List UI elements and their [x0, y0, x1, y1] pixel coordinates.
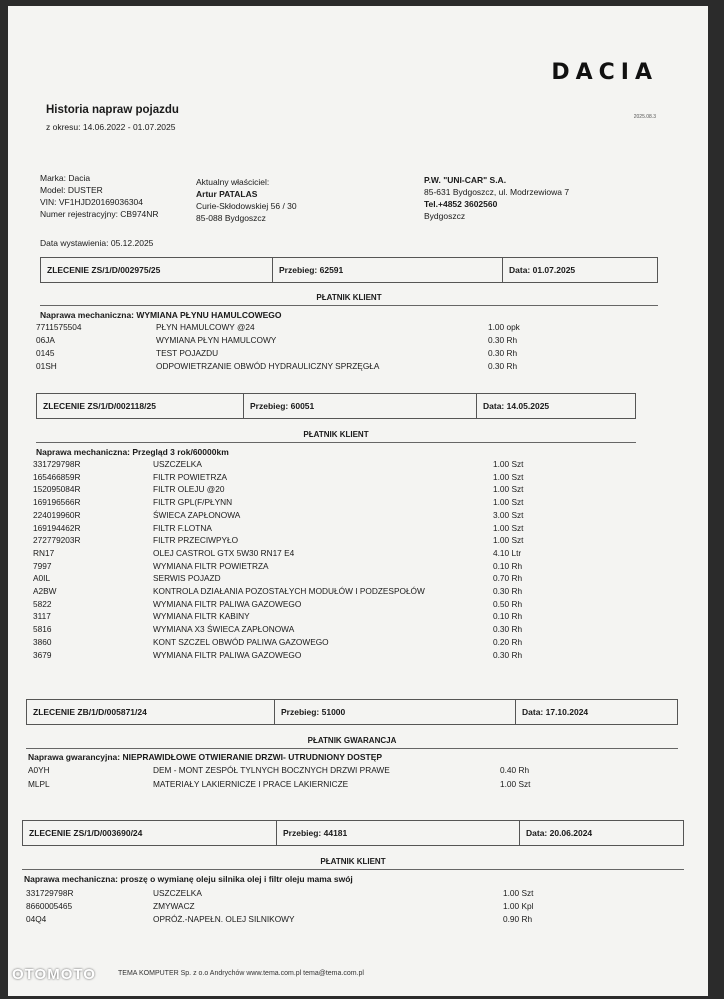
order-mileage: Przebieg: 60051 — [243, 394, 476, 418]
order-date: Data: 01.07.2025 — [502, 258, 657, 282]
line-code: A0IL — [33, 573, 51, 584]
line-description: PŁYN HAMULCOWY @24 — [156, 322, 255, 332]
document-period: z okresu: 14.06.2022 - 01.07.2025 — [46, 122, 176, 132]
line-code: 3679 — [33, 649, 52, 660]
order-date: Data: 14.05.2025 — [476, 394, 635, 418]
line-description: WYMIANA FILTR PALIWA GAZOWEGO — [153, 598, 302, 609]
line-code: 169194462R — [33, 522, 81, 533]
order-number: ZLECENIE ZS/1/D/002975/25 — [47, 265, 161, 275]
order-payer: PŁATNIK KLIENT — [303, 430, 369, 439]
list-item — [8, 335, 698, 348]
line-quantity: 0.30 Rh — [488, 348, 518, 358]
dealer-city: Bydgoszcz — [424, 211, 466, 221]
issue-date: Data wystawienia: 05.12.2025 — [40, 238, 154, 248]
line-description: FILTR F.LOTNA — [153, 522, 212, 533]
list-item — [8, 484, 698, 497]
order-payer: PŁATNIK KLIENT — [316, 293, 382, 302]
vehicle-info — [40, 172, 159, 220]
line-description: WYMIANA FILTR PALIWA GAZOWEGO — [153, 649, 302, 660]
line-description: ODPOWIETRZANIE OBWÓD HYDRAULICZNY SPRZĘGŁA — [156, 361, 380, 371]
order-number: ZLECENIE ZS/1/D/002118/25 — [43, 401, 156, 411]
line-description: MATERIAŁY LAKIERNICZE I PRACE LAKIERNICZE — [153, 778, 349, 789]
line-code: 7711575504 — [36, 322, 82, 332]
list-item — [8, 765, 698, 778]
line-code: 7997 — [33, 560, 52, 571]
line-quantity: 1.00 Szt — [493, 522, 524, 533]
order-mileage: Przebieg: 62591 — [272, 258, 502, 282]
order-number: ZLECENIE ZS/1/D/003690/24 — [29, 828, 143, 838]
line-quantity: 0.40 Rh — [500, 765, 530, 775]
vehicle-make: Marka: Dacia — [40, 173, 91, 183]
line-code: 5816 — [33, 624, 52, 635]
line-quantity: 1.00 Szt — [493, 535, 524, 546]
list-item — [8, 472, 698, 485]
line-code: 01SH — [36, 361, 57, 371]
list-item — [8, 779, 698, 792]
line-description: ŚWIECA ZAPŁONOWA — [153, 509, 241, 520]
line-code: 3860 — [33, 636, 52, 647]
list-item — [8, 561, 698, 574]
order-date: Data: 17.10.2024 — [515, 700, 677, 724]
line-code: RN17 — [33, 547, 55, 558]
order-mileage: Przebieg: 44181 — [276, 821, 519, 845]
order-header — [40, 257, 658, 283]
line-quantity: 1.00 Szt — [493, 484, 524, 495]
line-quantity: 0.30 Rh — [493, 624, 523, 635]
list-item — [8, 586, 698, 599]
line-quantity: 0.10 Rh — [493, 611, 523, 622]
list-item — [8, 348, 698, 361]
repair-title: Naprawa mechaniczna: proszę o wymianę oleju silnika olej i filtr oleju mama swój — [24, 874, 353, 884]
divider — [26, 748, 678, 749]
line-quantity: 0.30 Rh — [488, 335, 518, 345]
list-item — [8, 497, 698, 510]
list-item — [8, 914, 698, 927]
list-item — [8, 573, 698, 586]
dealer-name: P.W. "UNI-CAR" S.A. — [424, 175, 507, 185]
vehicle-registration: Numer rejestracyjny: CB974NR — [40, 209, 159, 219]
dealer-info — [424, 174, 569, 222]
watermark: OTOMOTO — [12, 966, 96, 983]
line-quantity: 0.30 Rh — [488, 361, 518, 371]
line-code: 8660005465 — [26, 901, 73, 911]
order-header — [22, 820, 684, 846]
list-item — [8, 535, 698, 548]
order-number: ZLECENIE ZB/1/D/005871/24 — [33, 707, 147, 717]
order-header — [26, 699, 678, 725]
divider — [36, 442, 636, 443]
order-mileage: Przebieg: 51000 — [274, 700, 515, 724]
line-description: WYMIANA FILTR KABINY — [153, 611, 250, 622]
line-description: WYMIANA FILTR POWIETRZA — [153, 560, 269, 571]
line-code: 0145 — [36, 348, 55, 358]
owner-street: Curie-Skłodowskiej 56 / 30 — [196, 201, 297, 211]
list-item — [8, 888, 698, 901]
line-quantity: 0.90 Rh — [503, 914, 533, 924]
list-item — [8, 624, 698, 637]
line-quantity: 3.00 Szt — [493, 509, 524, 520]
line-quantity: 1.00 Szt — [503, 888, 534, 898]
divider — [22, 869, 684, 870]
line-quantity: 0.30 Rh — [493, 586, 523, 596]
document-title: Historia napraw pojazdu — [46, 104, 179, 116]
list-item — [8, 510, 698, 523]
list-item — [8, 650, 698, 663]
dealer-phone: Tel.+4852 3602560 — [424, 199, 498, 209]
line-description: WYMIANA PŁYN HAMULCOWY — [156, 335, 277, 345]
vehicle-model: Model: DUSTER — [40, 185, 103, 195]
line-quantity: 0.70 Rh — [493, 573, 523, 584]
order-header — [36, 393, 636, 419]
line-quantity: 1.00 Szt — [500, 778, 531, 789]
line-description: FILTR GPL(F/PŁYNN — [153, 497, 233, 508]
line-description: SERWIS POJAZD — [153, 573, 221, 584]
line-code: 5822 — [33, 598, 52, 609]
line-code: MLPL — [28, 778, 50, 789]
line-code: 331729798R — [33, 459, 81, 469]
list-item — [8, 361, 698, 374]
order-date: Data: 20.06.2024 — [519, 821, 683, 845]
line-quantity: 0.10 Rh — [493, 560, 523, 571]
corner-code: 2025.08.3 — [633, 114, 656, 120]
line-description: ZMYWACZ — [153, 901, 195, 911]
repair-title: Naprawa gwarancyjna: NIEPRAWIDŁOWE OTWIERANIE DRZWI- UTRUDNIONY DOSTĘP — [28, 752, 383, 762]
order-payer: PŁATNIK GWARANCJA — [307, 736, 397, 745]
line-quantity: 0.30 Rh — [493, 649, 523, 660]
line-description: KONT SZCZEL OBWÓD PALIWA GAZOWEGO — [153, 636, 329, 647]
list-item — [8, 459, 698, 472]
line-description: USZCZELKA — [153, 459, 202, 469]
owner-city: 85-088 Bydgoszcz — [196, 213, 266, 223]
divider — [40, 305, 658, 306]
line-description: OPRÓŻ.-NAPEŁN. OLEJ SILNIKOWY — [153, 914, 295, 924]
line-quantity: 1.00 Kpl — [503, 901, 534, 911]
line-code: 224019960R — [33, 509, 81, 520]
line-quantity: 1.00 Szt — [493, 497, 524, 508]
line-quantity: 1.00 Szt — [493, 471, 524, 482]
repair-title: Naprawa mechaniczna: Przegląd 3 rok/60000km — [36, 447, 229, 457]
line-code: 06JA — [36, 335, 55, 345]
line-quantity: 4.10 Ltr — [493, 547, 522, 558]
list-item — [8, 599, 698, 612]
line-code: 272779203R — [33, 535, 81, 546]
line-code: A0YH — [28, 765, 50, 775]
document-page — [8, 6, 708, 996]
footer-text: TEMA KOMPUTER Sp. z o.o Andrychów www.tema.com.pl tema@tema.com.pl — [118, 970, 364, 977]
repair-title: Naprawa mechaniczna: WYMIANA PŁYNU HAMULCOWEGO — [40, 310, 282, 320]
line-code: 152095084R — [33, 484, 81, 495]
line-description: WYMIANA X3 ŚWIECA ZAPŁONOWA — [153, 624, 295, 635]
line-code: 3117 — [33, 611, 51, 622]
line-quantity: 0.20 Rh — [493, 636, 523, 647]
line-code: 331729798R — [26, 888, 74, 898]
owner-label: Aktualny właściciel: — [196, 177, 270, 187]
line-description: DEM - MONT ZESPÓŁ TYLNYCH BOCZNYCH DRZWI PRAWE — [153, 765, 390, 775]
line-description: KONTROLA DZIAŁANIA POZOSTAŁYCH MODUŁÓW I PODZESPOŁÓW — [153, 586, 425, 596]
list-item — [8, 901, 698, 914]
list-item — [8, 548, 698, 561]
line-description: OLEJ CASTROL GTX 5W30 RN17 E4 — [153, 547, 295, 558]
line-description: TEST POJAZDU — [156, 348, 219, 358]
line-quantity: 1.00 opk — [488, 322, 520, 332]
dealer-address: 85-631 Bydgoszcz, ul. Modrzewiowa 7 — [424, 187, 570, 197]
line-description: USZCZELKA — [153, 888, 202, 898]
line-description: FILTR OLEJU @20 — [153, 484, 225, 495]
list-item — [8, 523, 698, 536]
line-code: 165466859R — [33, 471, 81, 482]
list-item — [8, 322, 698, 335]
page-footer — [8, 964, 708, 986]
order-payer: PŁATNIK KLIENT — [320, 857, 386, 866]
owner-name: Artur PATALAS — [196, 189, 258, 199]
line-code: 169196566R — [33, 497, 81, 508]
dacia-logo: DACIA — [551, 60, 658, 85]
list-item — [8, 637, 698, 650]
line-quantity: 0.50 Rh — [493, 598, 523, 609]
line-description: FILTR POWIETRZA — [153, 471, 228, 482]
line-code: 04Q4 — [26, 914, 47, 924]
list-item — [8, 611, 698, 624]
line-quantity: 1.00 Szt — [493, 459, 524, 469]
line-code: A2BW — [33, 586, 57, 596]
line-description: FILTR PRZECIWPYŁO — [153, 535, 239, 546]
vehicle-vin: VIN: VF1HJD20169036304 — [40, 197, 144, 207]
owner-info — [196, 176, 297, 224]
